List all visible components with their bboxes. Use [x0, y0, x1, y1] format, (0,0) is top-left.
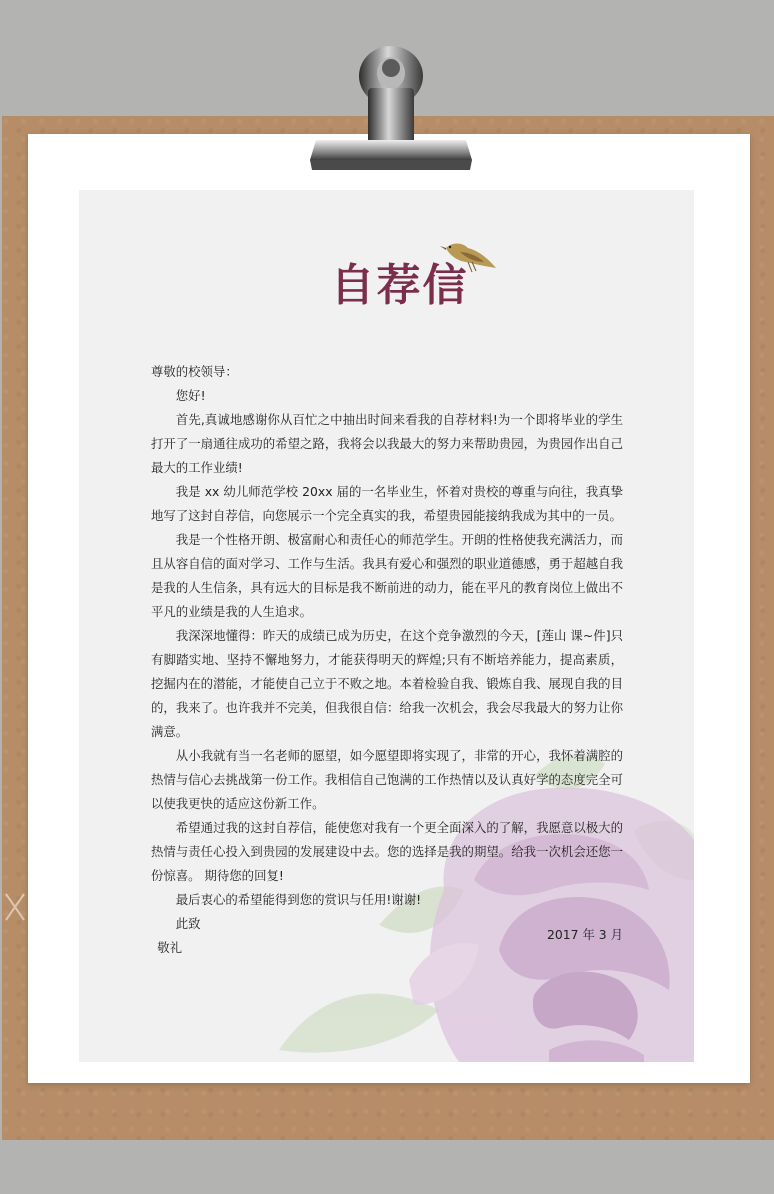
- paragraph: 最后衷心的希望能得到您的赏识与任用!谢谢!: [175, 892, 422, 907]
- letter-body: [151, 360, 623, 960]
- paragraph: 从小我就有当一名老师的愿望，如今愿望即将实现了，非常的开心，我怀着满腔的热情与信心去挑战第一份工作。我相信自己饱满的工作热情以及认真好学的态度完全可以使我更快的适应这份新工作。: [151, 748, 623, 811]
- closing-line-2: 敬礼: [157, 940, 182, 955]
- paragraph: 首先,真诚地感谢你从百忙之中抽出时间来看我的自荐材料!为一个即将毕业的学生打开了一扇通往成功的希望之路，我将会以我最大的努力来帮助贵园，为贵园作出自己最大的工作业绩!: [151, 412, 623, 475]
- letter-date: 2017 年 3 月: [546, 927, 623, 942]
- paragraph: 我是一个性格开朗、极富耐心和责任心的师范学生。开朗的性格使我充满活力，而且从容自信的面对学习、工作与生活。我具有爱心和强烈的职业道德感，勇于超越自我是我的人生信条，具有远大的目标是我不断前进的动力，能在平凡的教育岗位上做出不平凡的业绩是我的人生追求。: [151, 532, 623, 619]
- watermark-mark: [0, 880, 80, 940]
- greeting: 您好!: [175, 388, 206, 403]
- closing-line-1: 此致: [175, 916, 201, 931]
- paragraph: 希望通过我的这封自荐信，能使您对我有一个更全面深入的了解，我愿意以极大的热情与责任心投入到贵园的发展建设中去。您的选择是我的期望。给我一次机会还您一份惊喜。 期待您的回复!: [151, 820, 623, 883]
- paragraph: 我是 xx 幼儿师范学校 20xx 届的一名毕业生，怀着对贵校的尊重与向往，我真挚地写了这封自荐信，向您展示一个完全真实的我，希望贵园能接纳我成为其中的一员。: [151, 484, 623, 523]
- paragraph: 我深深地懂得：昨天的成绩已成为历史，在这个竞争激烈的今天，[莲山 课~件]只有脚踏实地、坚持不懈地努力，才能获得明天的辉煌;只有不断培养能力，提高素质，挖掘内在的潜能，才能使自己立于不败之地。本着检验自我、锻炼自我、展现自我的目的，我来了。也许我并不完美，但我很自信：给我一次机会，我会尽我最大的努力让你满意。: [151, 628, 623, 739]
- letter-title: 自荐信: [330, 260, 469, 311]
- salutation: 尊敬的校领导：: [151, 364, 238, 379]
- binder-clip-icon: [306, 28, 476, 178]
